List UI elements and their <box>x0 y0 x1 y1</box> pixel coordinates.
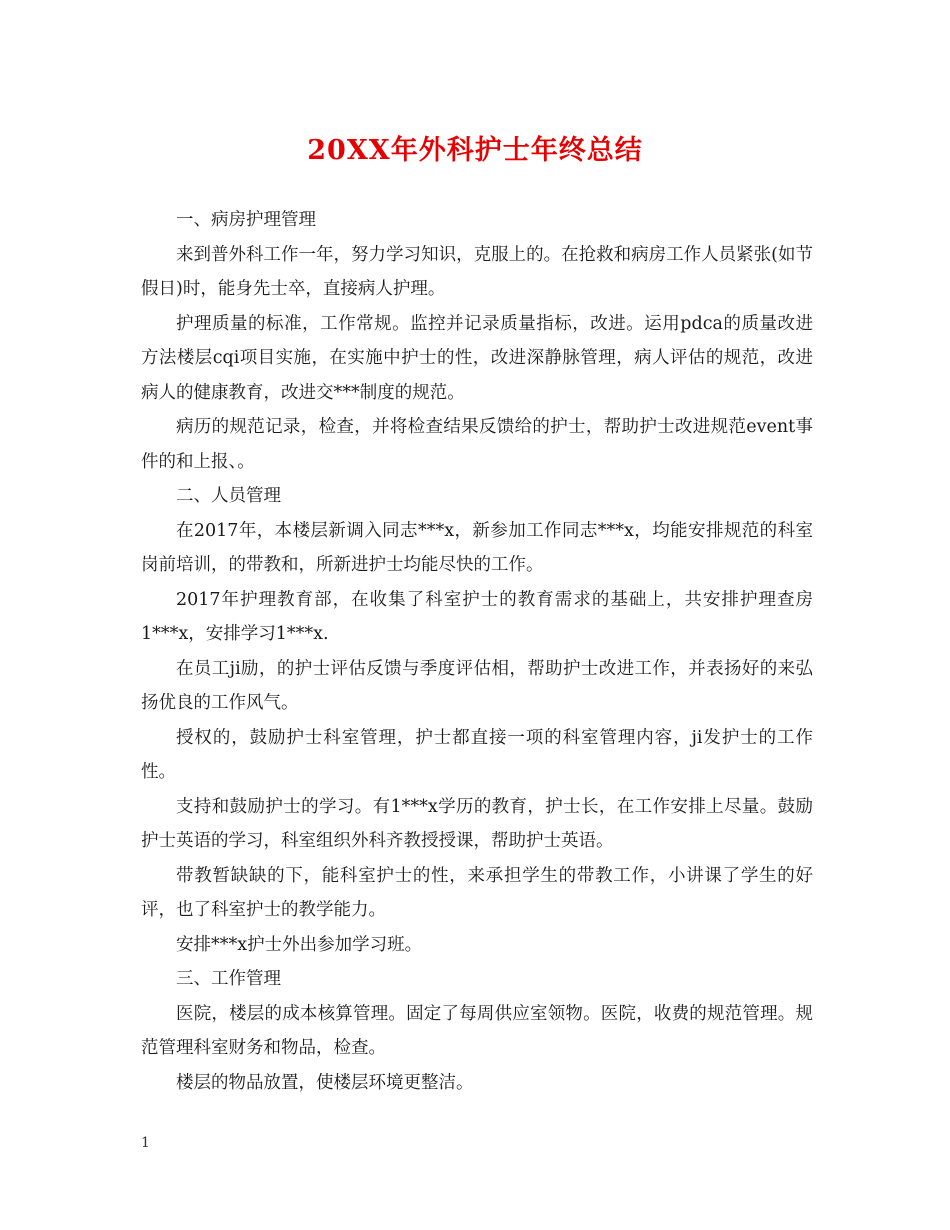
paragraph: 楼层的物品放置，使楼层环境更整洁。 <box>176 1072 474 1093</box>
paragraph: 医院，楼层的成本核算管理。固定了每周供应室领物。医院，收费的规范管理。规范管理科室财务和物品，检查。 <box>141 1003 813 1058</box>
paragraph: 2017年护理教育部，在收集了科室护士的教育需求的基础上，共安排护理查房1***x，安排学习1***x. <box>141 589 813 644</box>
paragraph: 带教暂缺缺的下，能科室护士的性，来承担学生的带教工作，小讲课了学生的好评，也了科室护士的教学能力。 <box>141 865 813 920</box>
paragraph: 护理质量的标准，工作常规。监控并记录质量指标，改进。运用pdca的质量改进方法楼层cqi项目实施，在实施中护士的性，改进深静脉管理，病人评估的规范，改进病人的健康教育，改进交***制度的规范。 <box>141 313 813 403</box>
paragraph: 授权的，鼓励护士科室管理，护士都直接一项的科室管理内容，ji发护士的工作性。 <box>141 727 813 782</box>
document-body <box>141 203 813 1100</box>
paragraph: 在员工ji励，的护士评估反馈与季度评估相，帮助护士改进工作，并表扬好的来弘扬优良的工作风气。 <box>141 658 813 713</box>
paragraph: 安排***x护士外出参加学习班。 <box>176 934 423 955</box>
paragraph: 病历的规范记录，检查，并将检查结果反馈给的护士，帮助护士改进规范event事件的和上报、。 <box>141 417 813 472</box>
paragraph: 来到普外科工作一年，努力学习知识，克服上的。在抢救和病房工作人员紧张(如节假日)时，能身先士卒，直接病人护理。 <box>141 244 813 299</box>
document-title: 20XX年外科护士年终总结 <box>307 135 643 166</box>
paragraph: 支持和鼓励护士的学习。有1***x学历的教育，护士长，在工作安排上尽量。鼓励护士英语的学习，科室组织外科齐教授授课，帮助护士英语。 <box>141 796 813 851</box>
section-heading: 一、病房护理管理 <box>176 210 316 230</box>
page-number: 1 <box>141 1135 150 1151</box>
paragraph: 在2017年，本楼层新调入同志***x，新参加工作同志***x，均能安排规范的科室岗前培训，的带教和，所新进护士均能尽快的工作。 <box>141 520 813 575</box>
section-heading: 二、人员管理 <box>176 486 281 506</box>
section-heading: 三、工作管理 <box>176 969 281 989</box>
